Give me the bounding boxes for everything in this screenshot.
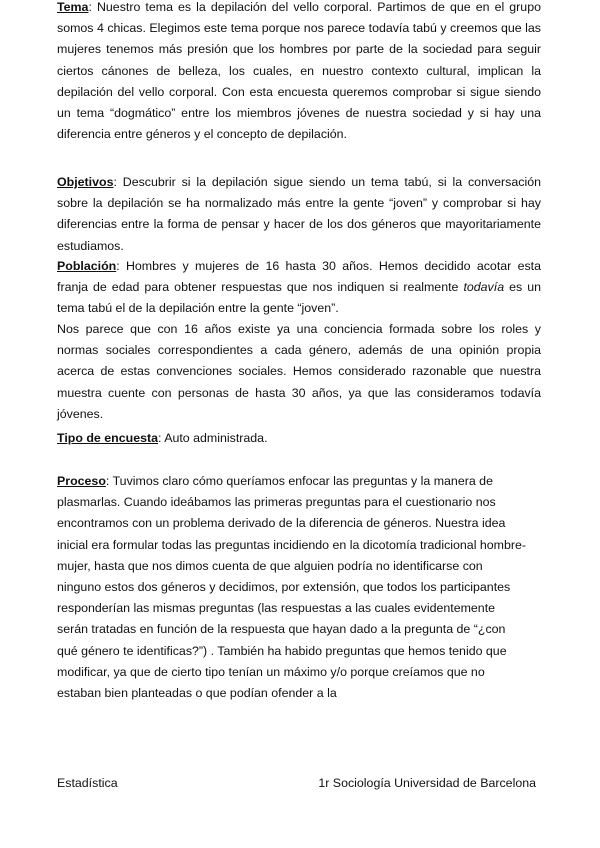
objetivos-heading: Objetivos [57,175,114,189]
poblacion-heading: Población [57,259,117,273]
proceso-heading: Proceso [57,474,106,488]
footer-course: 1r Sociología Universidad de Barcelona [318,776,536,790]
tipo-text: : Auto administrada. [158,431,268,445]
objetivos-text: : Descubrir si la depilación sigue siendo un tema tabú, si la conversación sobre la depilación se ha normalizado más entre la gente “joven” y comprobar si hay diferencias entre la forma de pensar y hacer de los dos géneros que mayoritariamente estudiamos. [57,175,541,253]
objetivos-paragraph [57,172,541,257]
proceso-text: : Tuvimos claro cómo queríamos enfocar las preguntas y la manera de plasmarlas. Cuando ideábamos las primeras preguntas para el cuestionario nos encontramos con un problema derivado de la diferencia de géneros. Nuestra idea inicial era formular todas las preguntas incidiendo en la dicotomía tradicional hombre-mujer, hasta que nos dimos cuenta de que alguien podría no identificarse con ninguno estos dos géneros y decidimos, por extensión, que todos los participantes responderían las mismas preguntas (las respuestas a las cuales evidentemente serán tratadas en función de la respuesta que hayan dado a la pregunta de “¿con qué género te identificas?”) . También ha habido preguntas que hemos tenido que modificar, ya que de cierto tipo tenían un máximo y/o porque creíamos que no estaban bien planteadas o que podían ofender a la [57,474,527,701]
poblacion-paragraph-2: Nos parece que con 16 años existe ya una conciencia formada sobre los roles y normas sociales correspondientes a cada género, además de una opinión propia acerca de estas convenciones sociales. Hemos considerado razonable que nuestra muestra cuente con personas de hasta 30 años, ya que las consideramos todavía jóvenes. [57,322,541,421]
poblacion-emphasis: todavía [463,280,505,295]
footer-subject: Estadística [57,776,118,790]
poblacion-text-after: es un tema tabú el de la depilación entre la gente “joven”. [57,280,541,316]
tema-text: : Nuestro tema es la depilación del vello corporal. Partimos de que en el grupo somos 4 chicas. Elegimos este tema porque nos parece todavía tabú y creemos que las mujeres tenemos más presión que los hombres por parte de la sociedad para seguir ciertos cánones de belleza, los cuales, en nuestro contexto cultural, implican la depilación del vello corporal. Con esta encuesta queremos comprobar si sigue siendo un tema “dogmático” entre los miembros jóvenes de nuestra sociedad y si hay una diferencia entre géneros y el concepto de depilación. [57,0,541,142]
poblacion-paragraph [57,256,541,320]
tema-paragraph [57,0,541,145]
tipo-paragraph [57,428,541,449]
poblacion-text-before: : Hombres y mujeres de 16 hasta 30 años. Hemos decidido acotar esta franja de edad para obtener respuestas que nos indiquen si realmente [57,259,541,295]
proceso-paragraph [57,471,527,704]
tema-heading: Tema [57,0,89,14]
tipo-heading: Tipo de encuesta [57,431,158,445]
